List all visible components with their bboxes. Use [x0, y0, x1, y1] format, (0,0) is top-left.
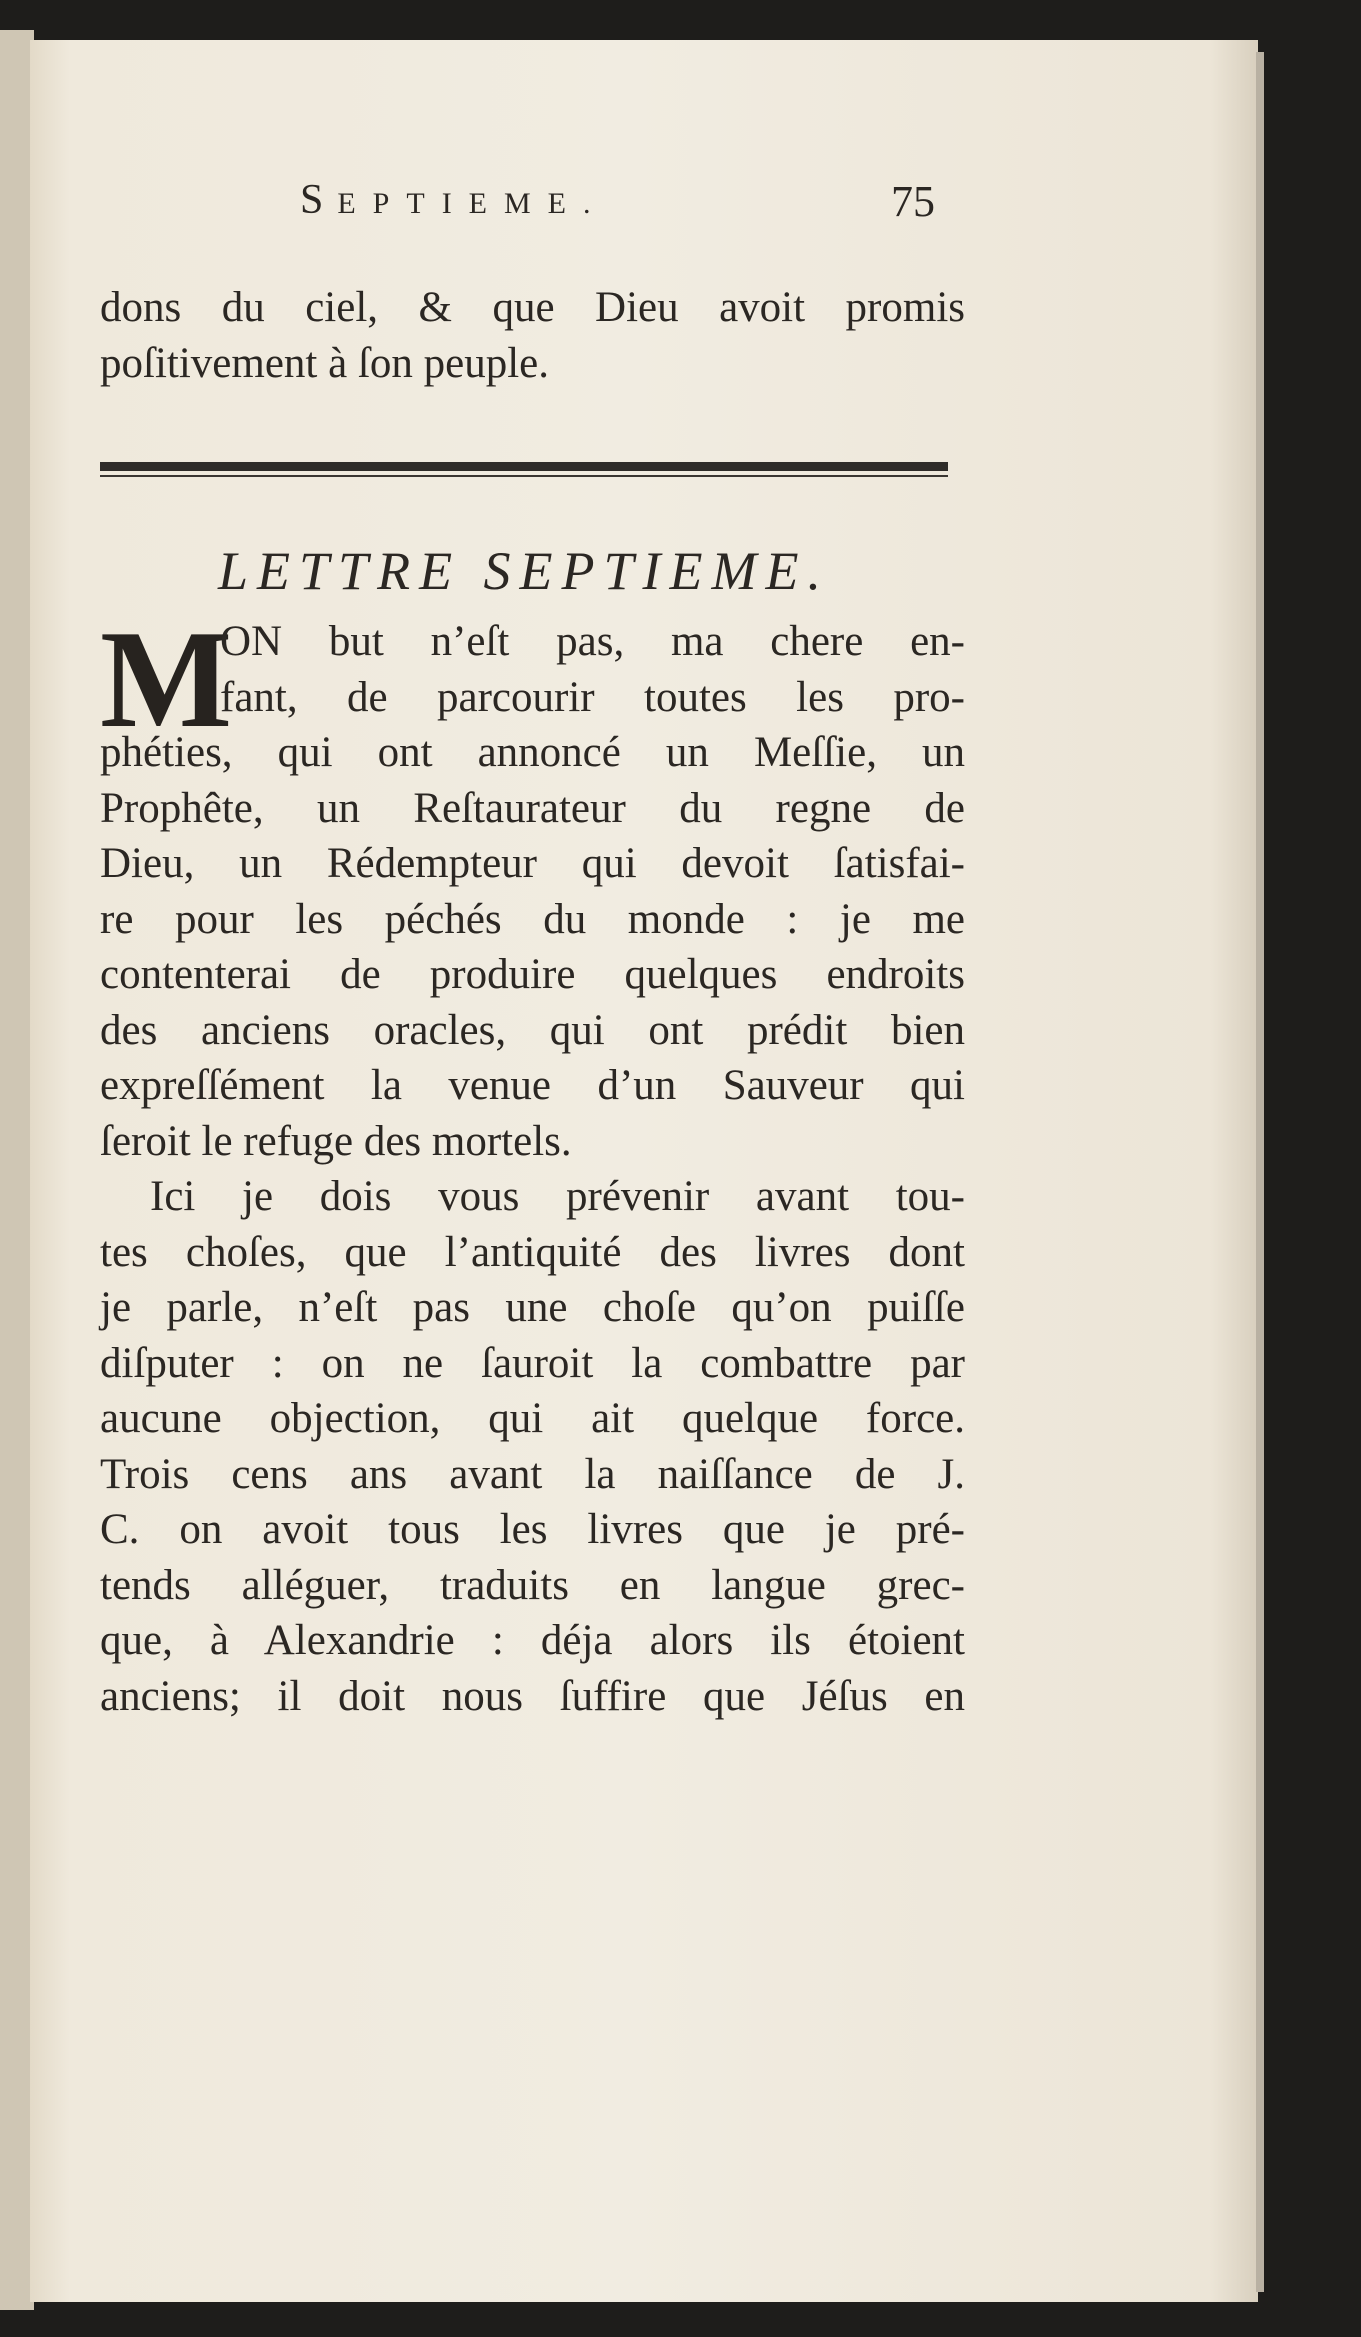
text-line: C. on avoit tous les livres que je pré- [100, 1506, 965, 1553]
page-edge [1256, 52, 1264, 2292]
text-line: phéties, qui ont annoncé un Meſſie, un [100, 729, 965, 776]
letter-title: LETTRE SEPTIEME. [218, 541, 830, 601]
text-line: re pour les péchés du monde : je me [100, 895, 965, 943]
text-line: fant, de parcourir toutes les pro- [220, 673, 965, 721]
page-number: 75 [891, 177, 935, 226]
text-line: expreſſément la venue d’un Sauveur qui [100, 1062, 965, 1109]
drop-cap: M [100, 602, 233, 757]
running-title [300, 176, 608, 224]
running-title-initial: S [300, 177, 338, 223]
text-line: contenterai de produire quelques endroits [100, 951, 965, 998]
text-line: dons du ciel, & que Dieu avoit promis [100, 284, 965, 331]
facing-page-edge [0, 30, 34, 2310]
text-line: poſitivement à ſon peuple. [100, 339, 550, 387]
text-line: je parle, n’eſt pas une choſe qu’on puiſſe [100, 1284, 965, 1331]
text-line: Trois cens ans avant la naiſſance de J. [100, 1450, 965, 1498]
text-line: anciens; il doit nous ſuffire que Jéſus en [100, 1672, 965, 1720]
text-line: aucune objection, qui ait quelque force. [100, 1395, 965, 1442]
text-line: Dieu, un Rédempteur qui devoit ſatisfai- [100, 840, 965, 887]
section-divider-rule [100, 462, 948, 477]
running-header [100, 176, 965, 236]
text-line: ſeroit le refuge des mortels. [100, 1117, 572, 1165]
text-line: que, à Alexandrie : déja alors ils étoient [100, 1617, 965, 1664]
running-title-rest: EPTIEME. [337, 187, 608, 220]
text-line: tends alléguer, traduits en langue grec- [100, 1561, 965, 1609]
text-line: Ici je dois vous prévenir avant tou- [150, 1173, 965, 1220]
text-line: ON but n’eſt pas, ma chere en- [220, 618, 965, 665]
paragraph-1 [100, 602, 965, 1169]
text-line: tes choſes, que l’antiquité des livres dont [100, 1228, 965, 1276]
text-line: diſputer : on ne ſauroit la combattre par [100, 1339, 965, 1387]
text-line: des anciens oracles, qui ont prédit bien [100, 1006, 965, 1054]
continuation-paragraph [100, 280, 965, 391]
text-line: Prophête, un Reſtaurateur du regne de [100, 784, 965, 832]
paragraph-2 [100, 1169, 965, 1724]
